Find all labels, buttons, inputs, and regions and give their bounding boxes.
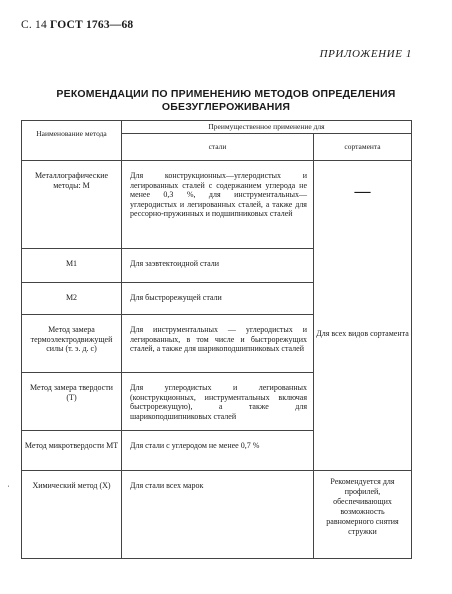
col-name-header: Наименование метода bbox=[22, 121, 122, 161]
steel-usage: Для заэвтектоидной стали bbox=[122, 249, 314, 283]
table-row bbox=[22, 471, 412, 559]
steel-usage: Для стали всех марок bbox=[122, 471, 314, 559]
method-name: М1 bbox=[22, 249, 122, 283]
assortment-all: Для всех видов сортамента bbox=[316, 328, 409, 338]
col-assort-header: сортамента bbox=[314, 134, 412, 161]
page-header bbox=[21, 19, 133, 31]
method-name: Метод микротвердости МТ bbox=[22, 431, 122, 471]
title-line-2: ОБЕЗУГЛЕРОЖИВАНИЯ bbox=[161, 101, 291, 113]
standard-code: ГОСТ 1763—68 bbox=[50, 19, 134, 31]
method-name: Металлографические методы: М bbox=[22, 161, 122, 249]
method-name: Метод замера термоэлектродвижущей силы (т. э. д. с) bbox=[22, 315, 122, 373]
margin-mark: ˈ bbox=[7, 484, 10, 494]
method-name: Химический метод (Х) bbox=[22, 471, 122, 559]
table-header-row bbox=[22, 121, 412, 134]
steel-usage: Для конструкционных—углеродистых и легированных сталей с содержанием углерода не менее 0,3 %, для инструментальных—углеродистых и легированных сталей, а также для рессорно-пружинных и подшипниковых сталей bbox=[122, 161, 314, 249]
methods-table bbox=[21, 120, 412, 559]
assortment-chemical: Рекомендуется для профилей, обеспечивающих возможность равномерного снятия стружки bbox=[314, 471, 412, 559]
method-name: Метод замера твердости (Т) bbox=[22, 373, 122, 431]
method-name: М2 bbox=[22, 283, 122, 315]
col-steel-header: стали bbox=[122, 134, 314, 161]
steel-usage: Для быстрорежущей стали bbox=[122, 283, 314, 315]
steel-usage: Для инструментальных — углеродистых и легированных, в том числе и быстрорежущих сталей, а также для шарикоподшипниковых сталей bbox=[122, 315, 314, 373]
assortment-merged-cell bbox=[314, 161, 412, 471]
assortment-dash: — bbox=[354, 183, 371, 200]
steel-usage: Для стали с углеродом не менее 0,7 % bbox=[122, 431, 314, 471]
col-group-header: Преимущественное применение для bbox=[122, 121, 412, 134]
steel-usage: Для углеродистых и легированных (конструкционных, инструментальных включая быстрорежущую), а также для шарикоподшипниковых сталей bbox=[122, 373, 314, 431]
appendix-label: ПРИЛОЖЕНИЕ 1 bbox=[319, 48, 412, 60]
title-line-1: РЕКОМЕНДАЦИИ ПО ПРИМЕНЕНИЮ МЕТОДОВ ОПРЕДЕЛЕНИЯ bbox=[56, 88, 396, 100]
table-row bbox=[22, 161, 412, 249]
page-number: С. 14 bbox=[21, 19, 47, 31]
